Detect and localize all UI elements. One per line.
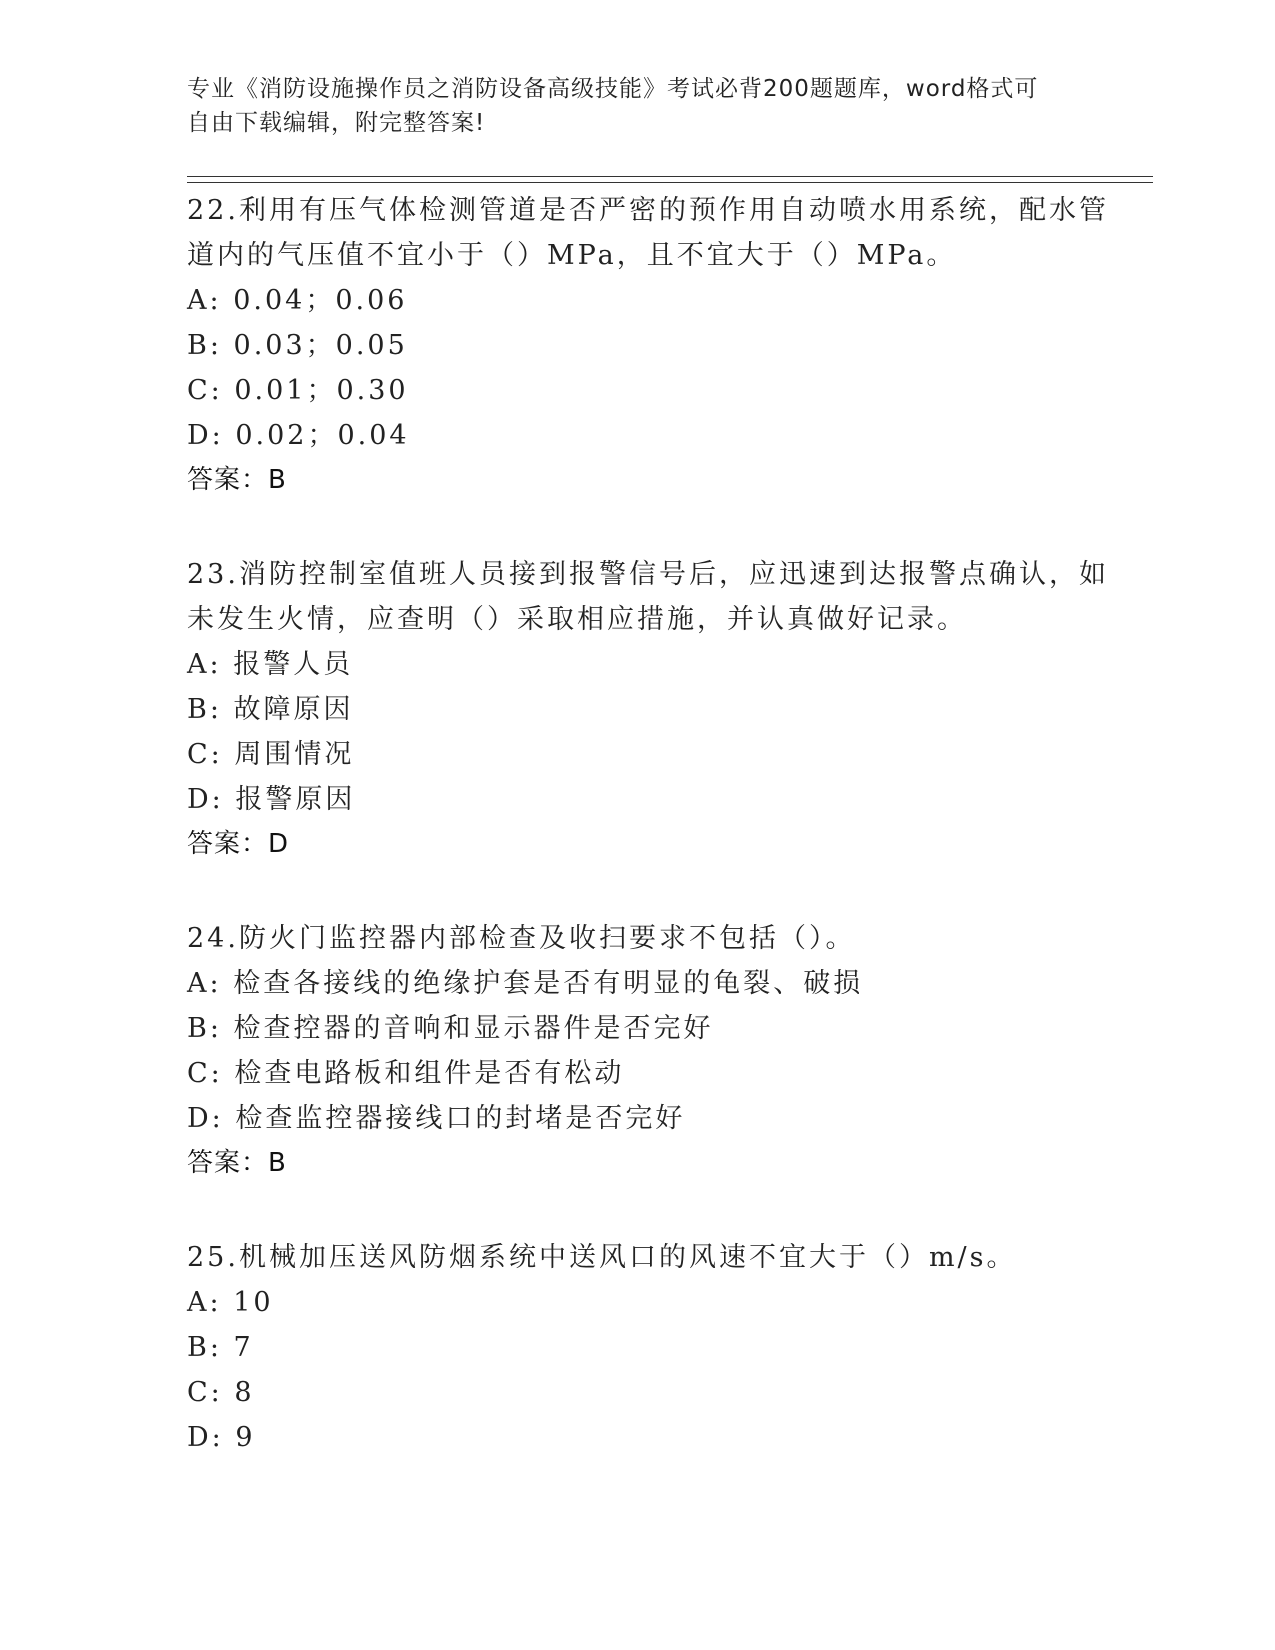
option-d	[187, 1096, 1087, 1141]
option-b	[187, 687, 1087, 732]
option-text: 0.03；0.05	[233, 330, 408, 361]
option-a	[187, 278, 1087, 323]
option-text: 0.01；0.30	[234, 375, 409, 406]
option-text: 检查监控器接线口的封堵是否完好	[235, 1103, 686, 1134]
option-label: D:	[187, 1103, 224, 1134]
option-label: A:	[187, 649, 222, 680]
option-a	[187, 642, 1087, 687]
question-stem-line: 未发生火情，应查明（）采取相应措施，并认真做好记录。	[187, 604, 967, 635]
option-label: B:	[187, 330, 222, 361]
question-24	[187, 916, 1087, 1186]
option-text: 故障原因	[233, 694, 354, 725]
option-text: 0.04；0.06	[233, 285, 408, 316]
option-b	[187, 323, 1087, 368]
answer-line: 答案：B	[187, 1148, 287, 1178]
answer-line: 答案：D	[187, 829, 290, 859]
option-text: 报警人员	[233, 649, 354, 680]
option-c	[187, 368, 1087, 413]
option-c	[187, 732, 1087, 777]
option-d	[187, 777, 1087, 822]
header-line-2: 自由下载编辑，附完整答案!	[187, 110, 486, 136]
option-label: A:	[187, 1287, 222, 1318]
option-label: C:	[187, 1058, 223, 1089]
option-label: C:	[187, 739, 223, 770]
option-label: D:	[187, 784, 224, 815]
question-stem	[187, 188, 1109, 278]
option-label: B:	[187, 1013, 222, 1044]
header-line-1: 专业《消防设施操作员之消防设备高级技能》考试必背200题题库，word格式可	[187, 76, 1039, 102]
option-d	[187, 413, 1087, 458]
document-header	[187, 72, 1067, 140]
option-label: D:	[187, 420, 224, 451]
option-c	[187, 1051, 1087, 1096]
option-label: C:	[187, 1377, 223, 1408]
option-label: D:	[187, 1422, 224, 1453]
option-a	[187, 1280, 1087, 1325]
question-stem-line: 25.机械加压送风防烟系统中送风口的风速不宜大于（）m/s。	[187, 1242, 1017, 1273]
option-c	[187, 1370, 1087, 1415]
option-label: C:	[187, 375, 223, 406]
option-text: 8	[234, 1377, 255, 1408]
question-stem-line: 23.消防控制室值班人员接到报警信号后，应迅速到达报警点确认，如	[187, 559, 1109, 590]
option-label: A:	[187, 285, 222, 316]
option-text: 检查各接线的绝缘护套是否有明显的龟裂、破损	[233, 968, 864, 999]
option-label: B:	[187, 694, 222, 725]
header-divider-top	[187, 176, 1153, 177]
option-label: B:	[187, 1332, 222, 1363]
question-stem	[187, 552, 1109, 642]
question-stem	[187, 916, 1087, 961]
question-stem-line: 道内的气压值不宜小于（）MPa，且不宜大于（）MPa。	[187, 240, 957, 271]
question-22	[187, 188, 1109, 503]
option-d	[187, 1415, 1087, 1460]
option-text: 检查控器的音响和显示器件是否完好	[233, 1013, 714, 1044]
question-23	[187, 552, 1109, 867]
question-25	[187, 1235, 1087, 1460]
option-text: 报警原因	[235, 784, 356, 815]
option-label: A:	[187, 968, 222, 999]
option-text: 周围情况	[234, 739, 355, 770]
header-divider-bottom	[187, 182, 1153, 183]
option-a	[187, 961, 1087, 1006]
option-b	[187, 1325, 1087, 1370]
question-stem	[187, 1235, 1087, 1280]
option-text: 9	[235, 1422, 256, 1453]
option-text: 检查电路板和组件是否有松动	[234, 1058, 625, 1089]
option-b	[187, 1006, 1087, 1051]
question-stem-line: 22.利用有压气体检测管道是否严密的预作用自动喷水用系统，配水管	[187, 195, 1109, 226]
question-stem-line: 24.防火门监控器内部检查及收扫要求不包括（）。	[187, 923, 856, 954]
answer-line: 答案：B	[187, 465, 287, 495]
option-text: 7	[233, 1332, 254, 1363]
option-text: 10	[233, 1287, 274, 1318]
option-text: 0.02；0.04	[235, 420, 410, 451]
